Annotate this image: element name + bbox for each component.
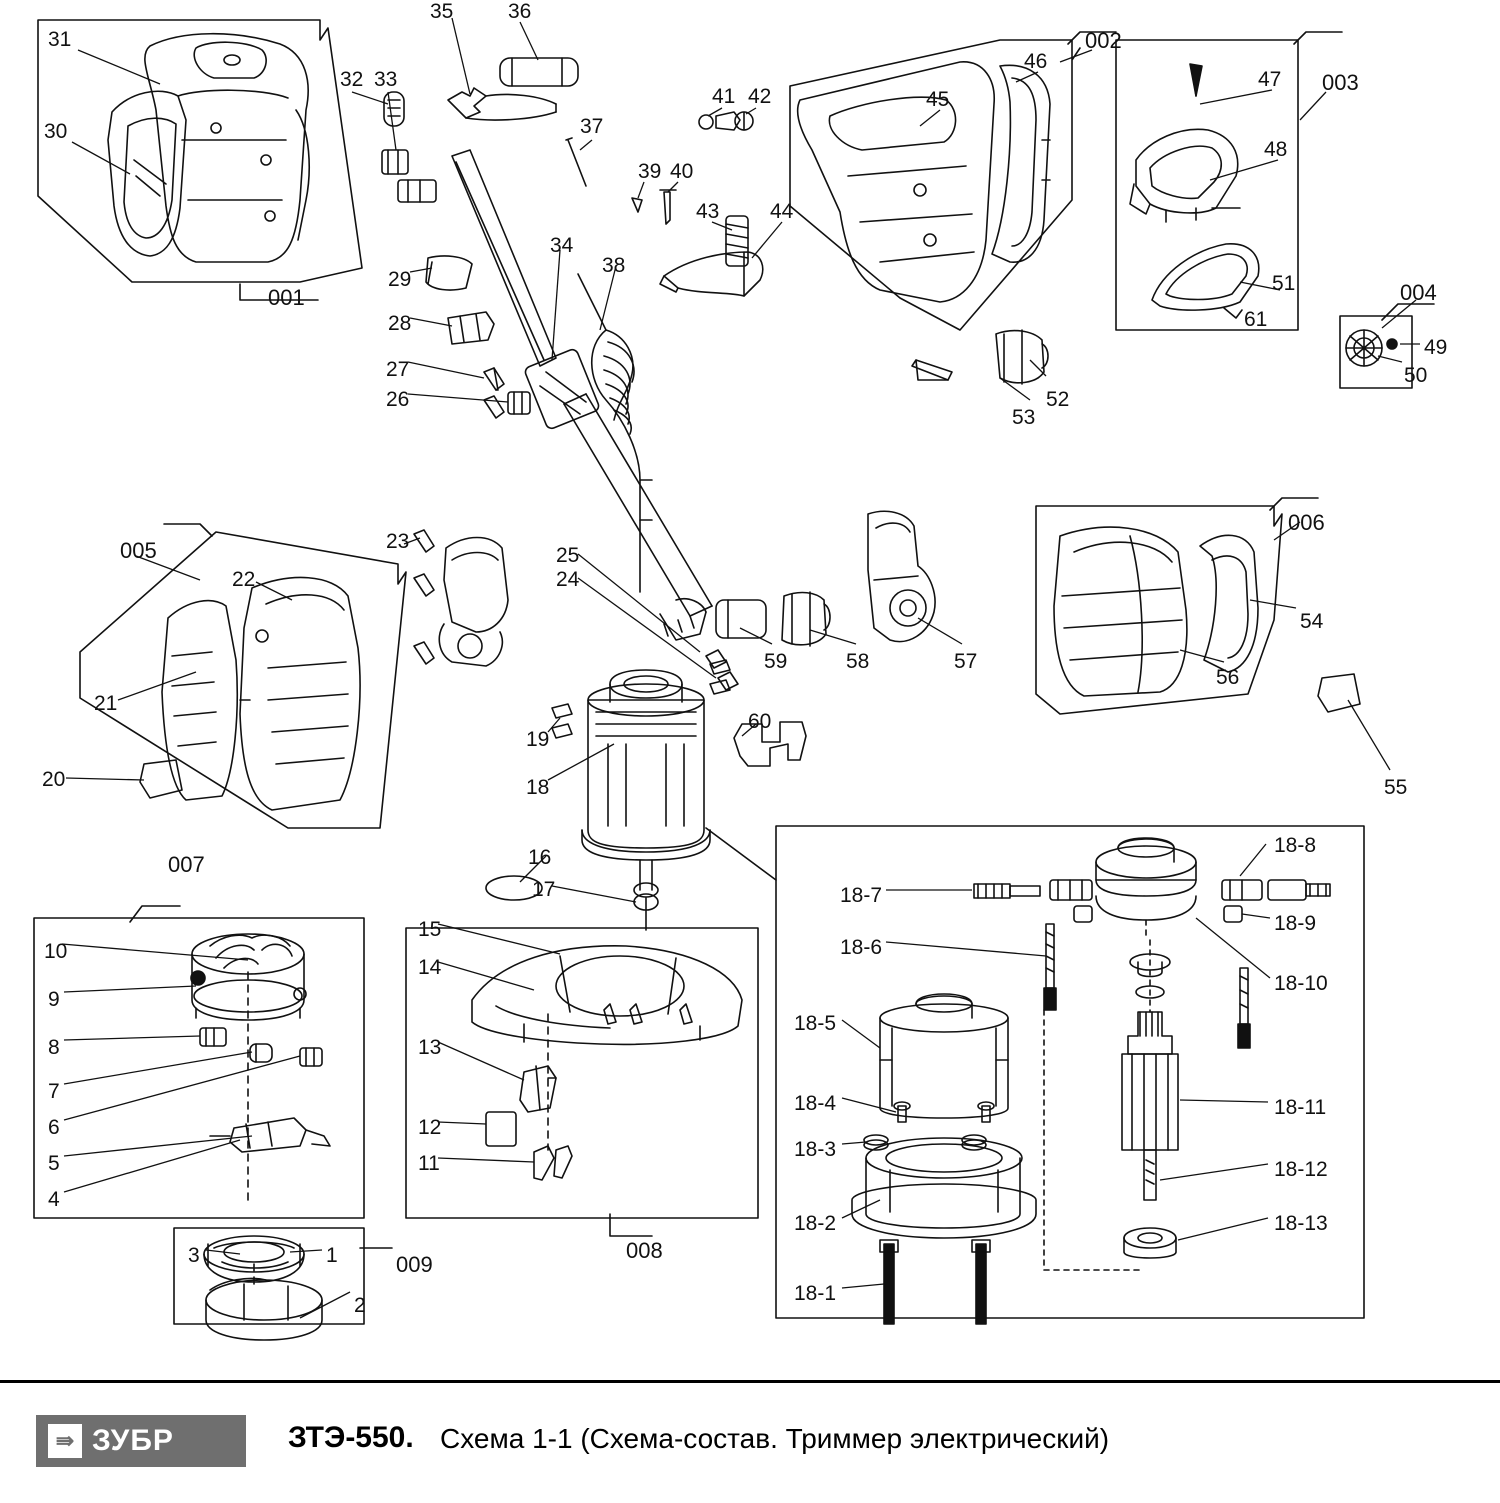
part-18-10-spring	[1238, 968, 1250, 1048]
callout-30: 30	[44, 120, 68, 143]
callout-46: 46	[1024, 50, 1048, 73]
part-18-stator-top	[1096, 838, 1196, 920]
callout-52: 52	[1046, 388, 1070, 411]
part-27-26-screws	[484, 368, 530, 418]
callout-58: 58	[846, 650, 870, 673]
part-16-17	[486, 876, 658, 910]
part-18-2-housing	[852, 1138, 1036, 1238]
callout-29: 29	[388, 268, 412, 291]
callout-18-5: 18-5	[794, 1012, 837, 1035]
part-18-6-spring	[1044, 924, 1056, 1010]
callout-003: 003	[1322, 70, 1359, 95]
scheme-subtitle: Схема 1-1 (Схема-состав. Триммер электрический)	[440, 1423, 1110, 1454]
callout-7: 7	[48, 1080, 60, 1103]
part-18-13-bearing	[1124, 1228, 1176, 1258]
callout-18-13: 18-13	[1274, 1212, 1328, 1235]
callout-2: 2	[354, 1294, 366, 1317]
callout-11: 11	[418, 1152, 440, 1175]
callout-008: 008	[626, 1238, 663, 1263]
callout-18-11: 18-11	[1274, 1096, 1327, 1119]
callout-1: 1	[326, 1244, 338, 1267]
callout-007: 007	[168, 852, 205, 877]
part-31-housing	[145, 34, 309, 262]
callout-12: 12	[418, 1116, 442, 1139]
callout-48: 48	[1264, 138, 1288, 161]
part-14-15-shroud	[472, 946, 742, 1045]
callout-004: 004	[1400, 280, 1437, 305]
callout-22: 22	[232, 568, 256, 591]
part-11-12-13	[486, 1004, 692, 1180]
part-28-block	[448, 312, 494, 344]
callout-21: 21	[94, 692, 118, 715]
callout-45: 45	[926, 88, 950, 111]
callout-43: 43	[696, 200, 720, 223]
motor-detail-frame	[706, 826, 1364, 1318]
callout-009: 009	[396, 1252, 433, 1277]
callout-55: 55	[1384, 776, 1408, 799]
callout-24: 24	[556, 568, 580, 591]
callout-26: 26	[386, 388, 410, 411]
callout-18-7: 18-7	[840, 884, 883, 907]
callout-39: 39	[638, 160, 662, 183]
model-title: ЗТЭ-550.	[288, 1421, 414, 1454]
part-29-clip	[426, 256, 472, 290]
callout-34: 34	[550, 234, 574, 257]
callout-8: 8	[48, 1036, 60, 1059]
callout-10: 10	[44, 940, 68, 963]
callout-41: 41	[712, 85, 736, 108]
callout-28: 28	[388, 312, 412, 335]
part-55-pad	[1318, 674, 1360, 712]
part-34-shaft	[452, 150, 712, 640]
callout-49: 49	[1424, 336, 1448, 359]
part-53-screw	[912, 360, 952, 380]
callout-33: 33	[374, 68, 398, 91]
callout-19: 19	[526, 728, 550, 751]
group-003-frame	[1116, 32, 1342, 330]
part-23-bracket	[414, 530, 508, 666]
callout-18-1: 18-1	[794, 1282, 837, 1305]
callout-16: 16	[528, 846, 552, 869]
callout-006: 006	[1288, 510, 1325, 535]
part-37-pin	[566, 138, 586, 186]
callout-001: 001	[268, 285, 305, 310]
brand-logo	[36, 1415, 246, 1467]
part-18-7-brush-assy	[974, 880, 1092, 922]
callout-42: 42	[748, 85, 772, 108]
callout-35: 35	[430, 0, 454, 23]
callout-51: 51	[1272, 272, 1296, 295]
part-22-cover	[240, 578, 360, 810]
callout-18-10: 18-10	[1274, 972, 1328, 995]
callout-15: 15	[418, 918, 442, 941]
callout-4: 4	[48, 1188, 60, 1211]
part-46-cover	[992, 65, 1050, 262]
part-41-42	[699, 112, 753, 130]
callout-6: 6	[48, 1116, 60, 1139]
part-59-sleeve	[716, 600, 766, 638]
callout-20: 20	[42, 768, 66, 791]
callout-14: 14	[418, 956, 442, 979]
callout-56: 56	[1216, 666, 1240, 689]
callout-61: 61	[1244, 308, 1268, 331]
part-8-9-bushings	[200, 1028, 322, 1066]
footer-bar	[0, 1380, 1500, 1503]
part-52-clamp	[996, 330, 1048, 384]
callout-59: 59	[764, 650, 788, 673]
part-38-cable	[578, 274, 652, 592]
part-49-50	[1346, 330, 1397, 366]
callout-54: 54	[1300, 610, 1324, 633]
callout-40: 40	[670, 160, 694, 183]
part-21-cover	[162, 601, 237, 800]
callout-47: 47	[1258, 68, 1282, 91]
callout-3: 3	[188, 1244, 200, 1267]
callout-44: 44	[770, 200, 794, 223]
part-1-3-spool	[204, 1236, 304, 1282]
callout-005: 005	[120, 538, 157, 563]
callout-18-12: 18-12	[1274, 1158, 1328, 1181]
callout-23: 23	[386, 530, 410, 553]
callout-18-8: 18-8	[1274, 834, 1317, 857]
part-18-5-stator	[880, 994, 1008, 1118]
callout-5: 5	[48, 1152, 60, 1175]
callout-37: 37	[580, 115, 604, 138]
callout-38: 38	[602, 254, 626, 277]
part-36-sleeve	[500, 58, 578, 86]
callout-57: 57	[954, 650, 978, 673]
callout-31: 31	[48, 28, 72, 51]
callout-002: 002	[1085, 28, 1122, 53]
brand-mark-icon: ⇛	[48, 1424, 82, 1458]
callout-32: 32	[340, 68, 364, 91]
part-45-housing	[798, 62, 995, 302]
callout-53: 53	[1012, 406, 1036, 429]
callout-17: 17	[532, 878, 556, 901]
callout-18-9: 18-9	[1274, 912, 1317, 935]
part-20-pad	[140, 760, 182, 798]
callout-13: 13	[418, 1036, 442, 1059]
part-18-3-washers	[864, 1135, 986, 1150]
part-5-6-7-blade	[210, 972, 330, 1200]
part-58-clamp	[782, 592, 830, 646]
callout-60: 60	[748, 710, 772, 733]
callout-18-3: 18-3	[794, 1138, 837, 1161]
callout-27: 27	[386, 358, 410, 381]
callout-25: 25	[556, 544, 580, 567]
callout-18-6: 18-6	[840, 936, 883, 959]
group-002-frame	[790, 32, 1116, 330]
part-18-1-bolts	[880, 1240, 990, 1324]
brand-name: ЗУБР	[92, 1424, 174, 1457]
callout-18-4: 18-4	[794, 1092, 837, 1115]
callout-50: 50	[1404, 364, 1428, 387]
part-18-motor	[582, 670, 710, 930]
part-51-guard	[1152, 244, 1259, 318]
part-35-plug	[448, 88, 556, 120]
part-54-cover	[1200, 535, 1258, 672]
callout-9: 9	[48, 988, 60, 1011]
part-56-cover	[1054, 527, 1187, 696]
callout-18: 18	[526, 776, 550, 799]
group-001-frame	[38, 20, 362, 300]
group-008-frame	[406, 928, 758, 1236]
part-18-4-screws	[894, 1102, 994, 1122]
callout-36: 36	[508, 0, 532, 23]
part-30-housing	[108, 91, 186, 256]
callout-18-2: 18-2	[794, 1212, 837, 1235]
part-2-spool-cover	[206, 1264, 322, 1340]
